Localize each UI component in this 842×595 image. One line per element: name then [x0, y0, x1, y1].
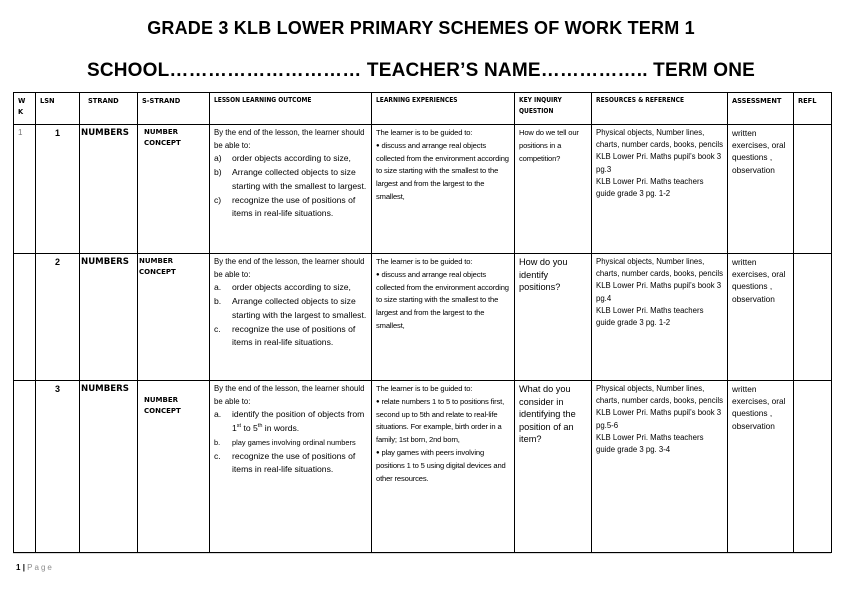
list-marker: b)	[214, 166, 222, 177]
document-subtitle: SCHOOL………………………… TEACHER’S NAME…………….. TERM ONE	[86, 60, 756, 81]
col-header-resources: RESOURCES & REFERENCE	[592, 93, 728, 125]
page-label: Page	[27, 563, 54, 572]
key-inquiry-cell: How do we tell our positions in a competition?	[515, 125, 592, 254]
week-cell	[14, 254, 36, 381]
learning-experiences-cell	[372, 381, 515, 553]
col-header-week: W K	[14, 93, 36, 125]
experience-item	[376, 140, 510, 204]
outcome-intro: By the end of the lesson, the learner should be able to:	[214, 128, 365, 150]
list-marker: b.	[214, 295, 222, 306]
col-header-lesson: LSN	[36, 93, 80, 125]
experience-text: discuss and arrange real objects collected from the environment according to size starting with the smallest to the largest and from the largest to the smallest,	[376, 140, 509, 201]
sub-strand-cell: NUMBER CONCEPT	[138, 254, 210, 381]
outcome-list	[214, 281, 367, 350]
outcome-item	[214, 408, 367, 436]
sub-strand-text: NUMBER CONCEPT	[144, 396, 181, 415]
resource-line: KLB Lower Pri. Maths teachers guide grade 3 pg. 3-4	[596, 432, 704, 455]
learning-outcome-cell	[210, 254, 372, 381]
outcome-list	[214, 152, 367, 221]
assessment-cell: written exercises, oral questions , observation	[728, 254, 794, 381]
list-marker: c.	[214, 323, 221, 334]
resource-line: Physical objects, Number lines, charts, number cards, books, pencils	[596, 257, 723, 279]
lesson-number-cell: 1	[36, 125, 80, 254]
page-footer	[16, 563, 54, 572]
learning-experiences-cell	[372, 125, 515, 254]
sub-strand-cell: NUMBER CONCEPT	[138, 125, 210, 254]
outcome-item	[214, 166, 367, 194]
experience-item	[376, 447, 510, 485]
reflection-cell[interactable]	[794, 125, 832, 254]
col-header-reflection: REFL	[794, 93, 832, 125]
experiences-intro: The learner is to be guided to:	[376, 257, 473, 266]
footer-separator: |	[22, 563, 25, 572]
resource-line: KLB Lower Pri. Maths pupil’s book 3 pg.3	[596, 152, 722, 174]
outcome-text: Arrange collected objects to size starting with the largest to smallest.	[232, 295, 367, 320]
bullet-icon: ●	[376, 142, 380, 149]
list-marker: c.	[214, 450, 221, 461]
outcome-text: identify the position of objects from 1st to 5th in words.	[232, 409, 365, 433]
experience-text: play games with peers involving positions 1 to 5 using digital devices and other resources.	[376, 447, 506, 483]
footer-divider	[13, 553, 831, 554]
outcome-item	[214, 152, 367, 166]
col-header-sub-strand: S-STRAND	[138, 93, 210, 125]
week-cell	[14, 381, 36, 553]
outcome-text: play games involving ordinal numbers	[232, 437, 356, 447]
table-header-row	[14, 93, 832, 125]
experience-item	[376, 396, 510, 447]
list-marker: a.	[214, 282, 222, 293]
resource-line: KLB Lower Pri. Maths pupil’s book 3 pg.4	[596, 281, 722, 303]
col-header-learning-experiences: LEARNING EXPERIENCES	[372, 93, 515, 125]
outcome-text: recognize the use of positions of items in real-life situations.	[232, 450, 356, 475]
table-row	[14, 254, 832, 381]
outcome-item	[214, 436, 367, 450]
col-header-strand: STRAND	[80, 93, 138, 125]
resource-line: Physical objects, Number lines, charts, number cards, books, pencils	[596, 384, 723, 406]
assessment-cell: written exercises, oral questions , observation	[728, 381, 794, 553]
col-header-key-inquiry: KEY INQUIRY QUESTION	[515, 93, 592, 125]
strand-cell: NUMBERS	[80, 125, 138, 254]
bullet-icon: ●	[376, 449, 380, 456]
outcome-item	[214, 323, 367, 351]
resource-line: KLB Lower Pri. Maths pupil’s book 3 pg.5-6	[596, 408, 722, 430]
document-title: GRADE 3 KLB LOWER PRIMARY SCHEMES OF WORK TERM 1	[147, 18, 695, 38]
outcome-text: order objects according to size,	[232, 282, 351, 293]
outcome-text: order objects according to size,	[232, 153, 351, 164]
key-inquiry-cell: What do you consider in identifying the position of an item?	[515, 381, 592, 553]
week-cell: 1	[14, 125, 36, 254]
bullet-icon: ●	[376, 271, 380, 278]
col-header-assessment: ASSESSMENT	[728, 93, 794, 125]
table-row	[14, 381, 832, 553]
sub-strand-cell	[138, 381, 210, 553]
bullet-icon: ●	[376, 398, 380, 405]
col-header-learning-outcome: LESSON LEARNING OUTCOME	[210, 93, 372, 125]
experiences-intro: The learner is to be guided to:	[376, 384, 473, 393]
outcome-item	[214, 450, 367, 478]
experiences-intro: The learner is to be guided to:	[376, 128, 473, 137]
list-marker: c)	[214, 194, 222, 205]
assessment-cell: written exercises, oral questions , observation	[728, 125, 794, 254]
reflection-cell[interactable]	[794, 381, 832, 553]
experience-item	[376, 269, 510, 333]
resource-line: Physical objects, Number lines, charts, number cards, books, pencils	[596, 128, 723, 150]
outcome-text: recognize the use of positions of items in real-life situations.	[232, 323, 356, 348]
outcome-item	[214, 281, 367, 295]
learning-outcome-cell	[210, 125, 372, 254]
strand-cell: NUMBERS	[80, 254, 138, 381]
learning-experiences-cell	[372, 254, 515, 381]
key-inquiry-cell: How do you identify positions?	[515, 254, 592, 381]
resource-line: KLB Lower Pri. Maths teachers guide grade 3 pg. 1-2	[596, 305, 704, 328]
page-number: 1	[16, 563, 21, 572]
resources-cell	[592, 254, 728, 381]
resources-cell	[592, 381, 728, 553]
outcome-list	[214, 408, 367, 477]
list-marker: a.	[214, 409, 222, 420]
resources-cell	[592, 125, 728, 254]
schemes-of-work-table	[13, 92, 832, 553]
reflection-cell[interactable]	[794, 254, 832, 381]
strand-cell: NUMBERS	[80, 381, 138, 553]
lesson-number-cell: 3	[36, 381, 80, 553]
list-marker: b.	[214, 437, 221, 447]
outcome-text: Arrange collected objects to size starting with the smallest to largest.	[232, 166, 367, 191]
outcome-intro: By the end of the lesson, the learner should be able to:	[214, 257, 365, 279]
lesson-number-cell: 2	[36, 254, 80, 381]
outcome-item	[214, 194, 367, 222]
outcome-intro: By the end of the lesson, the learner should be able to:	[214, 384, 365, 406]
experience-text: relate numbers 1 to 5 to positions first, second up to 5th and relate to real-life situations. For example, birth order in a family; 1st born, 2nd born,	[376, 396, 505, 445]
learning-outcome-cell	[210, 381, 372, 553]
table-row	[14, 125, 832, 254]
outcome-item	[214, 295, 367, 323]
list-marker: a)	[214, 153, 222, 164]
experience-text: discuss and arrange real objects collected from the environment according to size starting with the smallest to the largest and from the largest to the smallest,	[376, 269, 509, 330]
outcome-text: recognize the use of positions of items in real-life situations.	[232, 194, 356, 219]
resource-line: KLB Lower Pri. Maths teachers guide grade 3 pg. 1-2	[596, 176, 704, 199]
